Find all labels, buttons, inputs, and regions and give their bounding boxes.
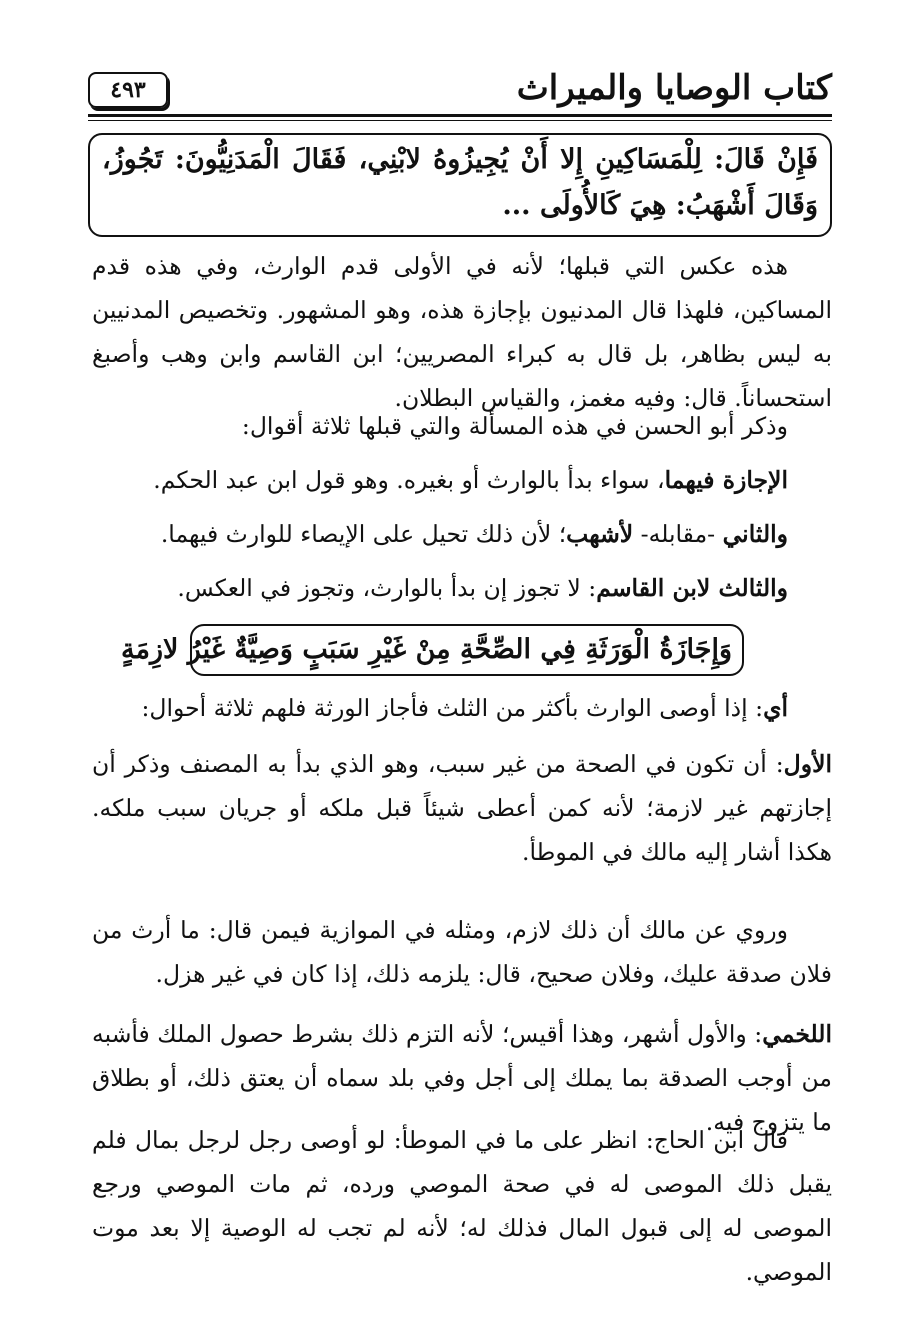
paragraph-case-first: [92, 742, 832, 874]
paragraph-malik-narration: وروي عن مالك أن ذلك لازم، ومثله في الموازية فيمن قال: ما أرث من فلان صدقة عليك، وفلان صحيح، قال: يلزمه ذلك، إذا كان في غير هزل.: [92, 916, 832, 988]
opinion-third-label: والثالث لابن القاسم: [596, 574, 788, 602]
paragraph-opinion-third: [92, 566, 832, 610]
lakhmi-label: اللخمي: [762, 1020, 832, 1048]
paragraph-ibn-al-hajj: قال ابن الحاج: انظر على ما في الموطأ: لو أوصى رجل لرجل بمال فلم يقبل ذلك الموصى له في صحة الموصي ورده، ثم مات الموصي ورجع الموصى له إلى قبول المال فذلك له؛ لأنه لم تجب له الوصية إلا بعد موت الموصي.: [92, 1126, 832, 1286]
paragraph-commentary-1: هذه عكس التي قبلها؛ لأنه في الأولى قدم الوارث، وفي هذه قدم المساكين، فلهذا قال المدنيون بإجازة هذه، وهو المشهور. وتخصيص المدنيين به ليس بظاهر، بل قال به كبراء المصريين؛ ابن القاسم وابن وهب وأصبغ استحساناً. قال: وفيه مغمز، والقياس البطلان.: [92, 252, 832, 412]
opinion-second-aside: -مقابله-: [633, 520, 723, 548]
case-first-label: الأول: [783, 750, 832, 778]
opinion-first-text: ، سواء بدأ بالوارث أو بغيره. وهو قول ابن عبد الحكم.: [153, 466, 665, 494]
paragraph-opinion-first: [92, 458, 832, 502]
running-title: كتاب الوصايا والميراث: [516, 68, 832, 108]
paragraph-explanation: [92, 686, 832, 730]
opinion-first-label: الإجازة فيهما: [664, 466, 788, 494]
page-number: ٤٩٣: [88, 72, 168, 108]
case-first-text: : أن تكون في الصحة من غير سبب، وهو الذي بدأ به المصنف وذكر أن إجازتهم غير لازمة؛ لأنه كمن أعطى شيئاً قبل ملكه أو جريان سبب ملكه. هكذا أشار إليه مالك في الموطأ.: [92, 750, 832, 866]
opinion-third-text: : لا تجوز إن بدأ بالوارث، وتجوز في العكس.: [177, 574, 597, 602]
matn-heading-box: وَإِجَازَةُ الْوَرَثَةِ فِي الصِّحَّةِ مِنْ غَيْرِ سَبَبٍ وَصِيَّةٌ غَيْرُ لازِمَةٍ: [190, 624, 744, 676]
explanation-text: : إذا أوصى الوارث بأكثر من الثلث فأجاز الورثة فلهم ثلاثة أحوال:: [141, 694, 764, 722]
page-header: [88, 70, 832, 116]
header-rule-thin: [88, 120, 832, 121]
lakhmi-text: : والأول أشهر، وهذا أقيس؛ لأنه التزم ذلك بشرط حصول الملك فأشبه من أوجب الصدقة بما يملك إلى أجل وفي بلد سماه أن يعتق ذلك، أو بطلاق ما يتزوج فيه.: [92, 1020, 832, 1136]
paragraph-opinion-second: [92, 512, 832, 556]
matn-quote-box: فَإِنْ قَالَ: لِلْمَسَاكِينِ إِلا أَنْ يُجِيزُوهُ لابْنِي، فَقَالَ الْمَدَنِيُّونَ: تَجُوزُ، وَقَالَ أَشْهَبُ: هِيَ كَالأُولَى ...: [88, 133, 832, 237]
explanation-label: أي: [763, 694, 788, 722]
header-rule: [88, 114, 832, 117]
opinion-second-label: والثاني: [722, 520, 788, 548]
opinion-second-text: ؛ لأن ذلك تحيل على الإيصاء للوارث فيهما.: [160, 520, 567, 548]
opinion-second-attribution: لأشهب: [566, 520, 634, 548]
paragraph-three-opinions-intro: وذكر أبو الحسن في هذه المسألة والتي قبلها ثلاثة أقوال:: [241, 412, 788, 440]
